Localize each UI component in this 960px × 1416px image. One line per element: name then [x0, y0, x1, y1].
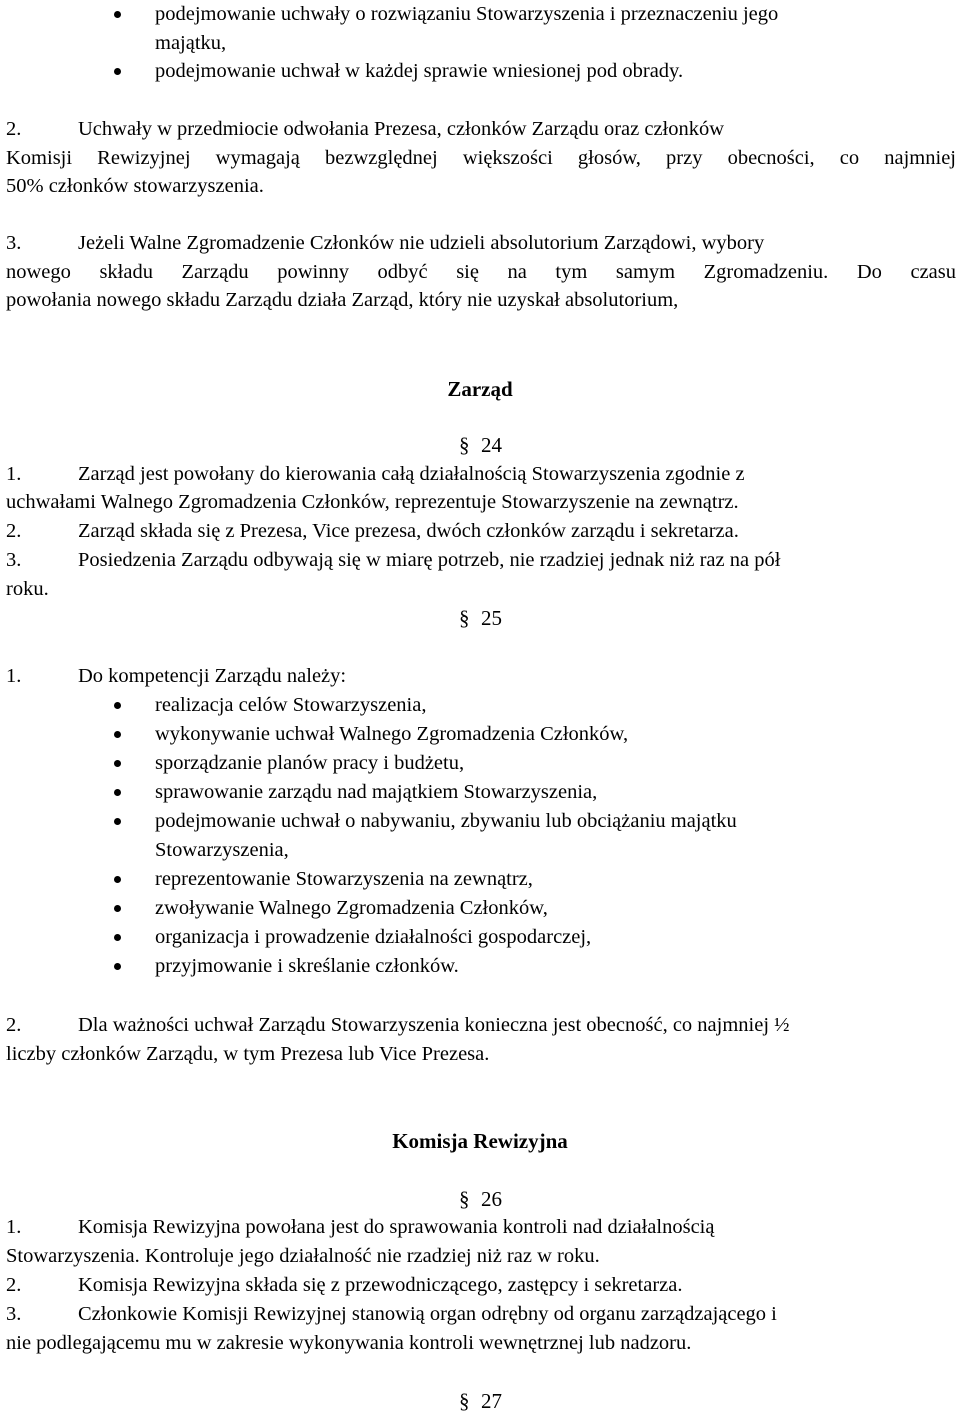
list-item: wykonywanie uchwał Walnego Zgromadzenia Członków,	[0, 720, 960, 749]
list-item: reprezentowanie Stowarzyszenia na zewnątrz,	[0, 865, 960, 894]
bullet-icon	[114, 789, 121, 796]
s24-item-3-line-1: 3. Posiedzenia Zarządu odbywają się w miarę potrzeb, nie rzadziej jednak niż raz na pół	[6, 549, 781, 571]
s24-item-1-line-2: uchwałami Walnego Zgromadzenia Członków, reprezentuje Stowarzyszenie na zewnątrz.	[6, 491, 739, 513]
s26-item-1-line-2: Stowarzyszenia. Kontroluje jego działalność nie rzadziej niż raz w roku.	[6, 1245, 600, 1267]
bullet-icon	[114, 963, 121, 970]
bullet-icon	[114, 11, 121, 18]
bullet-icon	[114, 905, 121, 912]
paragraph-3-line-1: 3. Jeżeli Walne Zgromadzenie Członków nie udzieli absolutorium Zarządowi, wybory	[6, 229, 956, 258]
paragraph-3-line-2: nowego składu Zarządu powinny odbyć się na tym samym Zgromadzeniu. Do czasu	[6, 261, 956, 283]
list-item	[0, 0, 960, 29]
section-symbol: §	[459, 1187, 470, 1211]
bullet-icon	[114, 934, 121, 941]
list-item-text: podejmowanie uchwały o rozwiązaniu Stowarzyszenia i przeznaczeniu jego	[155, 3, 779, 25]
list-item: realizacja celów Stowarzyszenia,	[0, 691, 960, 720]
section-number-24: § 24	[459, 430, 502, 460]
paragraph-3-line-3: powołania nowego składu Zarządu działa Zarząd, który nie uzyskał absolutorium,	[6, 289, 679, 311]
list-item-continuation: Stowarzyszenia,	[155, 839, 289, 861]
paragraph-number: 2.	[6, 118, 22, 140]
section-heading-zarzad: Zarząd	[447, 377, 513, 401]
list-item: podejmowanie uchwał o nabywaniu, zbywaniu lub obciążaniu majątku	[0, 807, 960, 836]
s26-item-3-line-2: nie podlegającemu mu w zakresie wykonywania kontroli wewnętrznej lub nadzoru.	[6, 1332, 692, 1354]
s26-item-1-line-1: 1. Komisja Rewizyjna powołana jest do sprawowania kontroli nad działalnością	[6, 1216, 715, 1238]
list-item: zwoływanie Walnego Zgromadzenia Członków,	[0, 894, 960, 923]
s25-item-1: 1. Do kompetencji Zarządu należy:	[6, 665, 347, 687]
s25-item-2-line-1: 2. Dla ważności uchwał Zarządu Stowarzyszenia konieczna jest obecność, co najmniej ½	[6, 1014, 790, 1036]
bullet-icon	[114, 68, 121, 75]
paragraph-2-line-3: 50% członków stowarzyszenia.	[6, 175, 264, 197]
s25-item-2-line-2: liczby członków Zarządu, w tym Prezesa lub Vice Prezesa.	[6, 1043, 490, 1065]
s24-item-3-line-2: roku.	[6, 578, 49, 600]
bullet-icon	[114, 760, 121, 767]
section-number-26: § 26	[459, 1184, 502, 1214]
bullet-icon	[114, 702, 121, 709]
list-item: sporządzanie planów pracy i budżetu,	[0, 749, 960, 778]
list-item-text: podejmowanie uchwał w każdej sprawie wniesionej pod obrady.	[155, 60, 684, 82]
bullet-icon	[114, 731, 121, 738]
section-heading-komisja: Komisja Rewizyjna	[392, 1129, 568, 1153]
list-item: organizacja i prowadzenie działalności gospodarczej,	[0, 923, 960, 952]
paragraph-2-line-2: Komisji Rewizyjnej wymagają bezwzględnej większości głosów, przy obecności, co najmniej	[6, 147, 956, 169]
paragraph-2-line-1: 2. Uchwały w przedmiocie odwołania Prezesa, członków Zarządu oraz członków	[6, 115, 956, 144]
list-item: przyjmowanie i skreślanie członków.	[0, 952, 960, 981]
section-symbol: §	[459, 1389, 470, 1413]
s24-item-2: 2. Zarząd składa się z Prezesa, Vice prezesa, dwóch członków zarządu i sekretarza.	[6, 520, 739, 542]
s26-item-2: 2. Komisja Rewizyjna składa się z przewodniczącego, zastępcy i sekretarza.	[6, 1274, 683, 1296]
section-number-25: § 25	[459, 603, 502, 633]
list-item: sprawowanie zarządu nad majątkiem Stowarzyszenia,	[0, 778, 960, 807]
section-symbol: §	[459, 606, 470, 630]
section-number-27: § 27	[459, 1386, 502, 1416]
bullet-icon	[114, 818, 121, 825]
s26-item-3-line-1: 3. Członkowie Komisji Rewizyjnej stanowią organ odrębny od organu zarządzającego i	[6, 1303, 777, 1325]
list-item	[0, 57, 960, 86]
s24-item-1-line-1: 1. Zarząd jest powołany do kierowania całą działalnością Stowarzyszenia zgodnie z	[6, 463, 745, 485]
paragraph-number: 3.	[6, 232, 22, 254]
section-symbol: §	[459, 433, 470, 457]
bullet-icon	[114, 876, 121, 883]
list-item-continuation: majątku,	[155, 32, 227, 54]
